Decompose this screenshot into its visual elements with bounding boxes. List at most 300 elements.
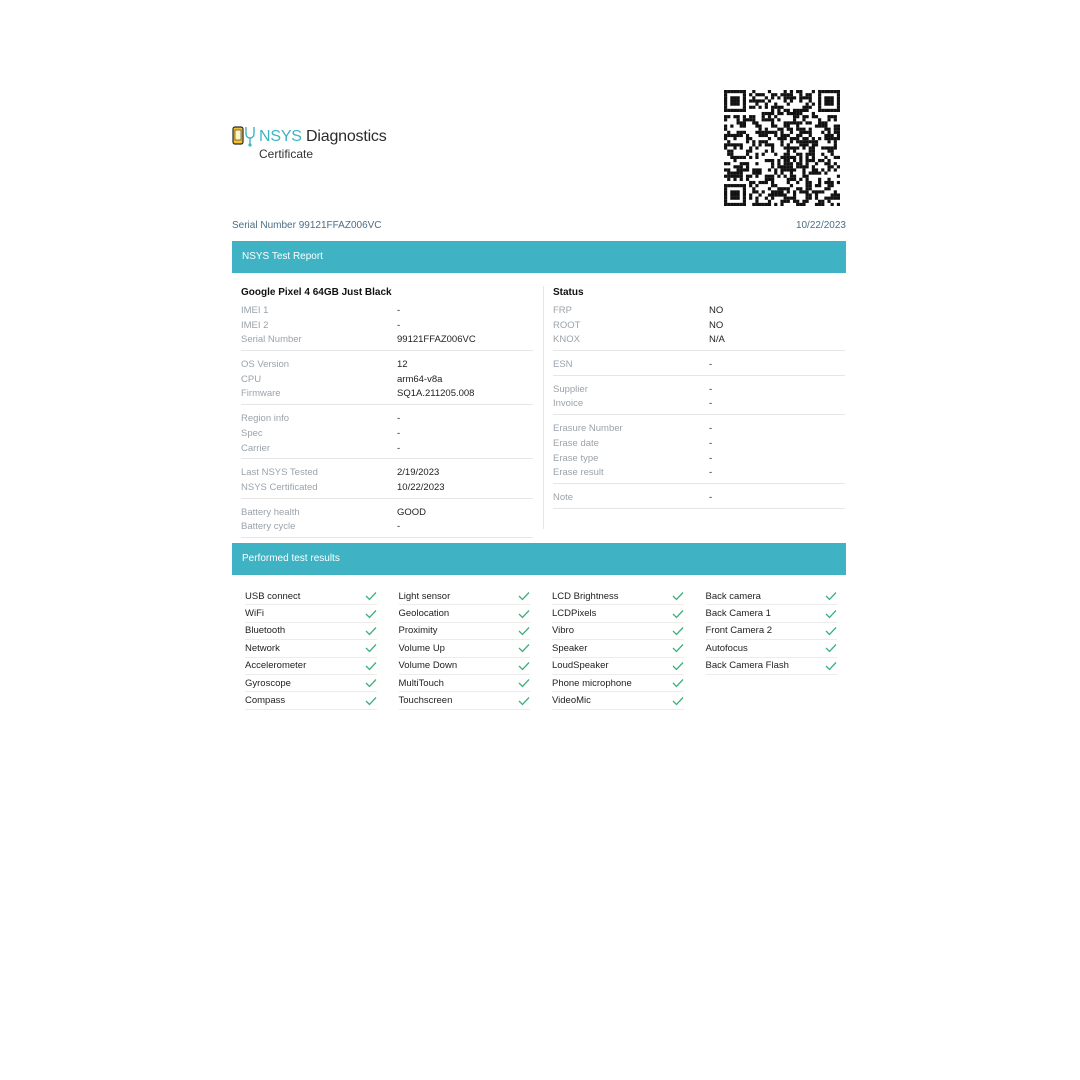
qr-module — [812, 90, 815, 93]
qr-module — [806, 93, 809, 96]
qr-module — [806, 162, 809, 165]
test-name: Phone microphone — [552, 677, 632, 689]
test-row — [552, 605, 684, 622]
qr-module — [799, 178, 802, 181]
serial-date-row — [232, 220, 846, 234]
info-group — [241, 356, 533, 405]
check-icon — [518, 678, 530, 688]
info-value: - — [397, 413, 401, 425]
qr-module — [802, 96, 805, 99]
qr-module — [743, 90, 746, 93]
qr-module — [758, 172, 761, 175]
info-row — [241, 506, 533, 521]
qr-module — [809, 146, 812, 149]
qr-module — [818, 203, 821, 206]
qr-module — [837, 103, 840, 106]
qr-module — [827, 128, 830, 131]
qr-module — [831, 165, 834, 168]
qr-module — [806, 159, 809, 162]
qr-module — [737, 197, 740, 200]
qr-module — [812, 150, 815, 153]
test-name: Volume Down — [398, 660, 458, 672]
qr-module — [818, 184, 821, 187]
check-icon — [518, 661, 530, 671]
qr-module — [780, 128, 783, 131]
qr-module — [837, 181, 840, 184]
qr-module — [827, 146, 830, 149]
test-row — [399, 588, 531, 605]
info-group — [553, 381, 845, 415]
qr-module — [737, 193, 740, 196]
qr-module — [774, 168, 777, 171]
qr-module — [796, 90, 799, 93]
test-name: Vibro — [552, 625, 575, 637]
qr-module — [768, 137, 771, 140]
qr-module — [730, 197, 733, 200]
qr-module — [787, 178, 790, 181]
test-row — [552, 640, 684, 657]
info-row — [241, 520, 533, 535]
qr-module — [837, 134, 840, 137]
qr-module — [724, 90, 727, 93]
info-row — [553, 491, 845, 506]
qr-module — [774, 153, 777, 156]
qr-module — [806, 193, 809, 196]
qr-module — [737, 103, 740, 106]
qr-module — [809, 150, 812, 153]
qr-module — [806, 121, 809, 124]
info-label: Erase type — [553, 452, 599, 464]
check-icon — [365, 678, 377, 688]
qr-module — [768, 112, 771, 115]
qr-module — [755, 197, 758, 200]
qr-module — [765, 140, 768, 143]
test-row — [399, 640, 531, 657]
qr-module — [787, 200, 790, 203]
test-row — [706, 588, 838, 605]
qr-module — [737, 175, 740, 178]
qr-module — [733, 146, 736, 149]
qr-module — [743, 168, 746, 171]
device-info-groups — [241, 302, 533, 538]
qr-module — [780, 168, 783, 171]
qr-module — [802, 109, 805, 112]
qr-module — [755, 184, 758, 187]
info-label: Erase result — [553, 467, 604, 479]
info-row — [553, 319, 845, 334]
qr-module — [784, 134, 787, 137]
qr-module — [793, 168, 796, 171]
qr-module — [730, 153, 733, 156]
qr-module — [806, 190, 809, 193]
info-label: OS Version — [241, 359, 290, 371]
qr-module — [746, 162, 749, 165]
qr-module — [746, 178, 749, 181]
qr-module — [724, 162, 727, 165]
qr-module — [809, 96, 812, 99]
qr-module — [815, 197, 818, 200]
qr-module — [733, 90, 736, 93]
qr-module — [793, 175, 796, 178]
qr-module — [806, 143, 809, 146]
qr-module — [762, 190, 765, 193]
info-value: - — [709, 383, 713, 395]
test-row — [245, 605, 377, 622]
qr-module — [749, 93, 752, 96]
qr-module — [793, 150, 796, 153]
qr-module — [730, 143, 733, 146]
qr-module — [824, 172, 827, 175]
qr-module — [824, 197, 827, 200]
qr-module — [790, 93, 793, 96]
qr-module — [724, 134, 727, 137]
qr-module — [821, 146, 824, 149]
qr-module — [831, 99, 834, 102]
qr-module — [806, 178, 809, 181]
qr-module — [793, 159, 796, 162]
qr-module — [784, 96, 787, 99]
qr-module — [777, 165, 780, 168]
qr-module — [809, 131, 812, 134]
qr-module — [827, 184, 830, 187]
qr-module — [765, 103, 768, 106]
info-label: Carrier — [241, 442, 271, 454]
qr-module — [787, 197, 790, 200]
qr-module — [787, 121, 790, 124]
qr-module — [749, 175, 752, 178]
info-row — [241, 481, 533, 496]
qr-module — [815, 184, 818, 187]
qr-module — [799, 203, 802, 206]
info-label: IMEI 2 — [241, 319, 269, 331]
qr-module — [755, 93, 758, 96]
qr-module — [746, 175, 749, 178]
qr-module — [827, 140, 830, 143]
qr-module — [724, 143, 727, 146]
check-icon — [365, 643, 377, 653]
qr-module — [730, 109, 733, 112]
qr-module — [752, 121, 755, 124]
qr-module — [799, 112, 802, 115]
qr-module — [749, 181, 752, 184]
info-value: - — [709, 437, 713, 449]
qr-module — [733, 99, 736, 102]
qr-module — [831, 184, 834, 187]
report-band: NSYS Test Report — [232, 241, 846, 273]
qr-module — [815, 140, 818, 143]
qr-module — [784, 109, 787, 112]
test-row — [552, 623, 684, 640]
qr-module — [774, 203, 777, 206]
qr-module — [784, 200, 787, 203]
check-icon — [365, 661, 377, 671]
qr-module — [727, 140, 730, 143]
qr-module — [821, 121, 824, 124]
qr-module — [758, 168, 761, 171]
qr-module — [762, 118, 765, 121]
qr-module — [812, 146, 815, 149]
check-icon — [365, 696, 377, 706]
qr-module — [790, 197, 793, 200]
qr-module — [837, 106, 840, 109]
qr-module — [806, 96, 809, 99]
qr-module — [724, 128, 727, 131]
qr-module — [733, 115, 736, 118]
qr-module — [784, 146, 787, 149]
qr-module — [790, 131, 793, 134]
qr-module — [793, 112, 796, 115]
qr-module — [799, 96, 802, 99]
test-name: MultiTouch — [398, 677, 444, 689]
test-name: Back camera — [705, 590, 761, 602]
qr-module — [793, 178, 796, 181]
qr-module — [733, 197, 736, 200]
qr-module — [724, 175, 727, 178]
qr-module — [771, 112, 774, 115]
info-value: - — [397, 305, 401, 316]
test-name: Autofocus — [705, 642, 748, 654]
qr-module — [758, 93, 761, 96]
qr-module — [818, 90, 821, 93]
qr-module — [818, 159, 821, 162]
qr-module — [834, 193, 837, 196]
info-row — [553, 358, 845, 373]
info-group — [241, 464, 533, 498]
info-row — [241, 373, 533, 388]
qr-module — [812, 159, 815, 162]
qr-module — [815, 168, 818, 171]
qr-module — [831, 137, 834, 140]
qr-module — [802, 140, 805, 143]
qr-module — [799, 153, 802, 156]
qr-module — [771, 143, 774, 146]
qr-module — [777, 106, 780, 109]
qr-module — [818, 93, 821, 96]
qr-module — [784, 93, 787, 96]
info-value: NO — [709, 305, 724, 316]
qr-module — [727, 90, 730, 93]
qr-module — [730, 124, 733, 127]
qr-module — [768, 193, 771, 196]
qr-module — [740, 131, 743, 134]
serial-value: 99121FFAZ006VC — [298, 220, 382, 231]
check-icon — [825, 591, 837, 601]
qr-module — [831, 134, 834, 137]
qr-module — [799, 90, 802, 93]
qr-module — [737, 165, 740, 168]
qr-module — [755, 162, 758, 165]
qr-module — [796, 203, 799, 206]
qr-module — [771, 190, 774, 193]
qr-module — [733, 193, 736, 196]
info-row — [241, 412, 533, 427]
qr-module — [787, 181, 790, 184]
qr-module — [815, 115, 818, 118]
qr-module — [821, 203, 824, 206]
qr-module — [730, 190, 733, 193]
qr-module — [837, 93, 840, 96]
qr-module — [743, 184, 746, 187]
qr-module — [821, 200, 824, 203]
qr-module — [746, 137, 749, 140]
qr-module — [743, 187, 746, 190]
test-name: Geolocation — [398, 608, 450, 620]
qr-module — [752, 140, 755, 143]
qr-module — [827, 187, 830, 190]
qr-module — [837, 175, 840, 178]
qr-module — [793, 156, 796, 159]
qr-module — [765, 134, 768, 137]
qr-module — [831, 109, 834, 112]
qr-module — [827, 115, 830, 118]
qr-module — [827, 181, 830, 184]
test-name: VideoMic — [552, 695, 591, 707]
qr-module — [737, 156, 740, 159]
qr-module — [765, 150, 768, 153]
qr-module — [771, 181, 774, 184]
qr-module — [818, 118, 821, 121]
qr-module — [837, 131, 840, 134]
qr-module — [818, 109, 821, 112]
qr-module — [802, 106, 805, 109]
qr-module — [780, 143, 783, 146]
test-name: Bluetooth — [245, 625, 286, 637]
qr-module — [727, 143, 730, 146]
qr-module — [724, 200, 727, 203]
qr-module — [827, 165, 830, 168]
qr-module — [733, 156, 736, 159]
qr-module — [771, 184, 774, 187]
qr-module — [802, 146, 805, 149]
qr-module — [733, 103, 736, 106]
qr-module — [724, 184, 727, 187]
qr-module — [768, 118, 771, 121]
qr-module — [787, 190, 790, 193]
qr-module — [743, 99, 746, 102]
qr-module — [780, 137, 783, 140]
qr-module — [737, 90, 740, 93]
qr-module — [806, 109, 809, 112]
test-name: Network — [245, 642, 280, 654]
info-group — [553, 302, 845, 351]
qr-module — [806, 153, 809, 156]
qr-module — [799, 140, 802, 143]
qr-module — [743, 200, 746, 203]
qr-module — [793, 190, 796, 193]
qr-module — [780, 165, 783, 168]
test-row — [245, 692, 377, 709]
qr-module — [762, 131, 765, 134]
qr-module — [824, 99, 827, 102]
qr-module — [743, 121, 746, 124]
info-label: Region info — [241, 413, 290, 425]
qr-module — [784, 156, 787, 159]
test-name: Front Camera 2 — [705, 625, 773, 637]
qr-module — [827, 150, 830, 153]
qr-module — [755, 203, 758, 206]
check-icon — [518, 626, 530, 636]
qr-module — [758, 203, 761, 206]
qr-module — [780, 112, 783, 115]
qr-module — [834, 124, 837, 127]
test-name: Gyroscope — [245, 677, 291, 689]
serial-line — [232, 220, 382, 231]
qr-module — [777, 118, 780, 121]
qr-module — [831, 197, 834, 200]
qr-module — [787, 124, 790, 127]
qr-module — [796, 187, 799, 190]
qr-module — [774, 131, 777, 134]
brand-logo — [232, 124, 387, 161]
qr-module — [765, 96, 768, 99]
qr-module — [768, 99, 771, 102]
qr-module — [802, 172, 805, 175]
info-label: Spec — [241, 427, 263, 439]
info-row — [553, 452, 845, 467]
qr-module — [780, 156, 783, 159]
qr-module — [724, 187, 727, 190]
qr-module — [824, 103, 827, 106]
test-column — [386, 588, 540, 710]
qr-module — [737, 96, 740, 99]
qr-module — [730, 134, 733, 137]
qr-module — [806, 200, 809, 203]
qr-module — [831, 103, 834, 106]
qr-module — [793, 118, 796, 121]
qr-module — [802, 200, 805, 203]
qr-module — [752, 203, 755, 206]
qr-module — [790, 172, 793, 175]
test-row — [245, 658, 377, 675]
qr-module — [799, 131, 802, 134]
qr-module — [743, 124, 746, 127]
info-label: IMEI 1 — [241, 305, 269, 316]
qr-module — [749, 118, 752, 121]
test-row — [399, 692, 531, 709]
qr-module — [730, 96, 733, 99]
qr-module — [799, 93, 802, 96]
qr-module — [730, 103, 733, 106]
qr-module — [733, 109, 736, 112]
qr-module — [730, 193, 733, 196]
check-icon — [672, 591, 684, 601]
qr-module — [809, 99, 812, 102]
info-row — [241, 442, 533, 457]
qr-module — [809, 134, 812, 137]
test-row — [552, 692, 684, 709]
qr-module — [771, 121, 774, 124]
info-value: SQ1A.211205.008 — [397, 388, 475, 400]
test-name: Proximity — [398, 625, 438, 637]
qr-module — [737, 118, 740, 121]
check-icon — [365, 626, 377, 636]
qr-module — [740, 172, 743, 175]
qr-module — [806, 106, 809, 109]
check-icon — [672, 609, 684, 619]
qr-module — [809, 159, 812, 162]
qr-module — [831, 193, 834, 196]
info-row — [553, 333, 845, 348]
info-value: 12 — [397, 359, 408, 371]
qr-module — [743, 156, 746, 159]
qr-module — [743, 131, 746, 134]
qr-module — [790, 99, 793, 102]
qr-module — [765, 131, 768, 134]
qr-module — [809, 93, 812, 96]
qr-module — [737, 115, 740, 118]
qr-module — [746, 140, 749, 143]
qr-module — [806, 156, 809, 159]
